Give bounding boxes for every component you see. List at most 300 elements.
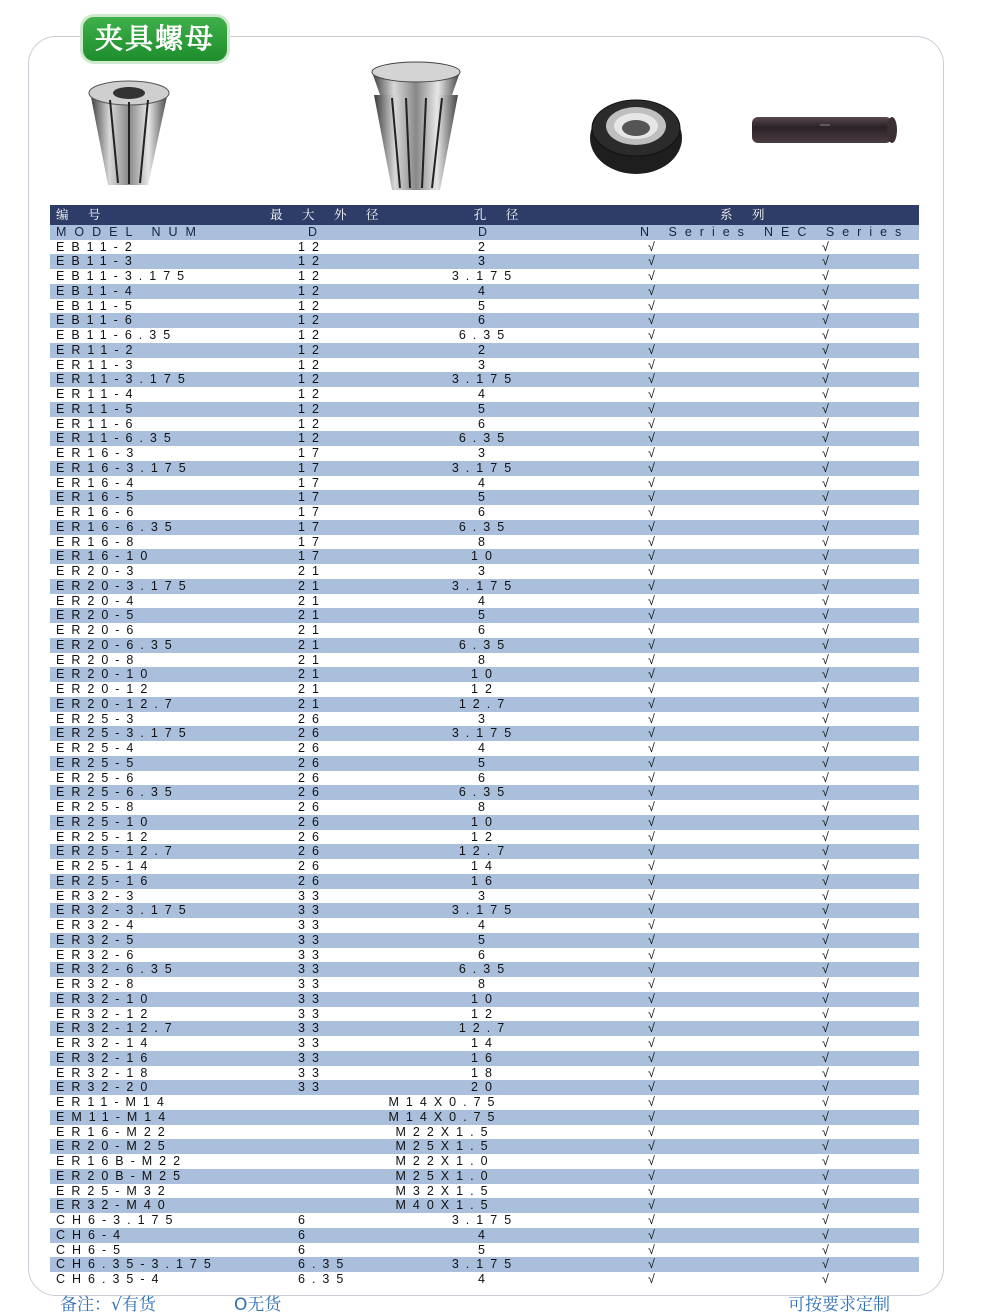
table-row: [50, 800, 919, 815]
cell-model: EB11-4: [56, 283, 139, 298]
cell-max-outer-diameter: 12: [298, 387, 326, 401]
subheader-nec-series: NEC Series: [764, 225, 910, 239]
cell-max-outer-diameter: 26: [298, 755, 326, 770]
cell-nec-series: √: [822, 1227, 836, 1242]
cell-max-outer-diameter: 6.35: [298, 1257, 351, 1272]
cell-bore: 6.35: [458, 637, 512, 652]
cell-model: ER16-6: [56, 505, 141, 519]
cell-bore: 3: [478, 711, 492, 726]
cell-model: ER32-12: [56, 1006, 155, 1021]
cell-bore: 16: [471, 1050, 499, 1065]
cell-model: ER32-M40: [56, 1198, 172, 1213]
cell-n-series: √: [648, 903, 662, 918]
cell-nec-series: √: [822, 947, 836, 962]
cell-bore: 5: [478, 608, 492, 623]
cell-max-outer-diameter: 21: [298, 608, 326, 623]
cell-nec-series: √: [822, 328, 836, 342]
cell-bore: 12: [471, 682, 499, 696]
cell-max-outer-diameter: 12: [298, 269, 326, 283]
table-row: [50, 962, 919, 977]
cell-nec-series: √: [822, 431, 836, 446]
cell-n-series: √: [648, 770, 662, 785]
cell-max-outer-diameter: 33: [298, 1080, 326, 1095]
cell-bore: 3: [478, 446, 492, 460]
cell-n-series: √: [648, 328, 662, 342]
cell-bore: 3.175: [451, 578, 519, 593]
cell-nec-series: √: [822, 1050, 836, 1065]
cell-model: ER25-3.175: [56, 726, 193, 741]
table-row: [50, 1154, 919, 1169]
header-series: 系 列: [720, 208, 773, 222]
cell-model: EB11-2: [56, 239, 139, 254]
table-row: [50, 1184, 919, 1199]
cell-max-outer-diameter: 21: [298, 696, 326, 711]
cell-nec-series: √: [822, 932, 836, 947]
cell-nec-series: √: [822, 829, 836, 844]
table-row: [50, 1051, 919, 1066]
cell-max-outer-diameter: 33: [298, 903, 326, 918]
cell-n-series: √: [648, 342, 662, 357]
cell-bore: 8: [478, 652, 492, 667]
cell-bore: 3: [478, 357, 492, 372]
cell-nec-series: √: [822, 652, 836, 667]
cell-model: ER32-16: [56, 1050, 155, 1065]
cell-model: ER20-3: [56, 564, 141, 578]
cell-bore: 20: [471, 1080, 499, 1095]
cell-n-series: √: [648, 460, 662, 475]
cell-model: ER32-6: [56, 947, 141, 962]
cell-model: CH6-4: [56, 1227, 128, 1242]
cell-model: ER25-4: [56, 741, 141, 755]
cell-bore: M25X1.5: [395, 1139, 495, 1154]
cell-n-series: √: [648, 918, 662, 932]
cell-nec-series: √: [822, 1036, 836, 1050]
cell-bore: 6: [478, 623, 492, 637]
table-row: [50, 490, 919, 505]
cell-model: ER20-3.175: [56, 578, 193, 593]
cell-bore: 10: [471, 549, 499, 564]
table-row: [50, 756, 919, 771]
table-row: [50, 1036, 919, 1051]
cell-max-outer-diameter: 12: [298, 239, 326, 254]
cell-max-outer-diameter: 6: [298, 1242, 312, 1257]
cell-n-series: √: [648, 1213, 662, 1227]
subheader-model: MODEL NUM: [56, 225, 204, 239]
table-row: [50, 1080, 919, 1095]
cell-n-series: √: [648, 1257, 662, 1272]
cell-max-outer-diameter: 33: [298, 1021, 326, 1036]
cell-max-outer-diameter: 12: [298, 328, 326, 342]
cell-bore: 3.175: [451, 1213, 519, 1227]
cell-nec-series: √: [822, 1272, 836, 1286]
cell-nec-series: √: [822, 623, 836, 637]
cell-max-outer-diameter: 33: [298, 888, 326, 903]
cell-model: CH6-5: [56, 1242, 128, 1257]
cell-n-series: √: [648, 608, 662, 623]
cell-max-outer-diameter: 33: [298, 1006, 326, 1021]
cell-max-outer-diameter: 26: [298, 726, 326, 741]
cell-nec-series: √: [822, 1080, 836, 1095]
table-row: [50, 726, 919, 741]
table-row: [50, 535, 919, 550]
cell-model: ER25-8: [56, 800, 141, 814]
cell-nec-series: √: [822, 741, 836, 755]
cell-n-series: √: [648, 1139, 662, 1154]
header-model: 编 号: [56, 208, 109, 222]
cell-model: ER32-4: [56, 918, 141, 932]
cell-n-series: √: [648, 534, 662, 549]
cell-bore: M22X1.5: [395, 1124, 495, 1139]
cell-nec-series: √: [822, 254, 836, 269]
cell-n-series: √: [648, 844, 662, 859]
cell-nec-series: √: [822, 1154, 836, 1168]
cell-model: ER25-M32: [56, 1183, 172, 1198]
cell-n-series: √: [648, 1006, 662, 1021]
cell-max-outer-diameter: 6.35: [298, 1272, 351, 1286]
cell-n-series: √: [648, 711, 662, 726]
cell-bore: 4: [478, 283, 492, 298]
cell-bore: 10: [471, 667, 499, 682]
cell-n-series: √: [648, 446, 662, 460]
cell-model: EB11-6: [56, 313, 139, 328]
cell-max-outer-diameter: 17: [298, 446, 326, 460]
table-row: [50, 284, 919, 299]
table-row: [50, 446, 919, 461]
cell-max-outer-diameter: 21: [298, 667, 326, 682]
cell-nec-series: √: [822, 726, 836, 741]
cell-bore: 6.35: [458, 785, 512, 800]
cell-n-series: √: [648, 578, 662, 593]
cell-bore: 5: [478, 401, 492, 416]
cell-nec-series: √: [822, 283, 836, 298]
cell-bore: 8: [478, 534, 492, 549]
cell-max-outer-diameter: 17: [298, 505, 326, 519]
cell-model: ER16-5: [56, 490, 141, 505]
cell-model: EB11-3.175: [56, 269, 192, 283]
cell-nec-series: √: [822, 269, 836, 283]
cell-n-series: √: [648, 1227, 662, 1242]
cell-n-series: √: [648, 637, 662, 652]
cell-model: ER20-8: [56, 652, 141, 667]
cell-max-outer-diameter: 33: [298, 1065, 326, 1080]
cell-n-series: √: [648, 785, 662, 800]
cell-max-outer-diameter: 21: [298, 682, 326, 696]
cell-max-outer-diameter: 12: [298, 283, 326, 298]
cell-bore: 3.175: [451, 903, 519, 918]
cell-n-series: √: [648, 416, 662, 431]
cell-n-series: √: [648, 1095, 662, 1109]
cell-model: ER20-12.7: [56, 696, 179, 711]
cell-model: ER11-3.175: [56, 372, 192, 387]
cell-model: ER20-5: [56, 608, 141, 623]
table-row: [50, 1228, 919, 1243]
cell-max-outer-diameter: 17: [298, 490, 326, 505]
table-row: [50, 1021, 919, 1036]
table-row: [50, 933, 919, 948]
table-row: [50, 844, 919, 859]
cell-n-series: √: [648, 239, 662, 254]
page-title: 夹具螺母: [80, 14, 230, 64]
cell-n-series: √: [648, 741, 662, 755]
cell-model: ER25-12.7: [56, 844, 179, 859]
cell-bore: M32X1.5: [395, 1183, 495, 1198]
cell-max-outer-diameter: 6: [298, 1213, 312, 1227]
cell-bore: 2: [478, 342, 492, 357]
cell-nec-series: √: [822, 711, 836, 726]
table-row: [50, 638, 919, 653]
cell-max-outer-diameter: 21: [298, 637, 326, 652]
table-row: [50, 299, 919, 314]
cell-n-series: √: [648, 888, 662, 903]
cell-nec-series: √: [822, 446, 836, 460]
cell-model: ER20-10: [56, 667, 155, 682]
cell-n-series: √: [648, 1036, 662, 1050]
cell-n-series: √: [648, 431, 662, 446]
clamping-nut-image: [590, 100, 682, 174]
cell-nec-series: √: [822, 1109, 836, 1124]
table-row: [50, 1139, 919, 1154]
cell-bore: 4: [478, 593, 492, 608]
cell-model: ER16-6.35: [56, 519, 179, 534]
cell-bore: 6: [478, 505, 492, 519]
table-row: [50, 1007, 919, 1022]
cell-n-series: √: [648, 593, 662, 608]
cell-nec-series: √: [822, 1139, 836, 1154]
cell-model: ER11-5: [56, 401, 140, 416]
table-row: [50, 977, 919, 992]
cell-bore: 14: [471, 1036, 499, 1050]
cell-bore: 12.7: [458, 1021, 512, 1036]
cell-nec-series: √: [822, 416, 836, 431]
cell-bore: M14X0.75: [388, 1109, 502, 1124]
table-row: [50, 697, 919, 712]
cell-nec-series: √: [822, 1021, 836, 1036]
cell-nec-series: √: [822, 460, 836, 475]
cell-n-series: √: [648, 623, 662, 637]
header-max-outer-diameter: 最 大 外 径: [270, 208, 387, 222]
cell-nec-series: √: [822, 873, 836, 888]
cell-max-outer-diameter: 21: [298, 652, 326, 667]
cell-model: ER25-6.35: [56, 785, 179, 800]
cell-nec-series: √: [822, 637, 836, 652]
cell-n-series: √: [648, 755, 662, 770]
table-row: [50, 343, 919, 358]
cell-nec-series: √: [822, 593, 836, 608]
cell-model: ER11-6.35: [56, 431, 178, 446]
cell-bore: 4: [478, 387, 492, 401]
cell-nec-series: √: [822, 755, 836, 770]
table-row: [50, 785, 919, 800]
cell-n-series: √: [648, 652, 662, 667]
cell-nec-series: √: [822, 859, 836, 873]
cell-nec-series: √: [822, 534, 836, 549]
cell-n-series: √: [648, 549, 662, 564]
cell-nec-series: √: [822, 298, 836, 313]
cell-model: CH6.35-3.175: [56, 1257, 218, 1272]
cell-n-series: √: [648, 682, 662, 696]
cell-n-series: √: [648, 1065, 662, 1080]
cell-nec-series: √: [822, 608, 836, 623]
cell-max-outer-diameter: 12: [298, 416, 326, 431]
cell-bore: 6.35: [458, 431, 512, 446]
cell-n-series: √: [648, 1168, 662, 1183]
cell-n-series: √: [648, 1272, 662, 1286]
table-body: [50, 240, 919, 1287]
cell-model: ER20-12: [56, 682, 155, 696]
cell-model: ER32-10: [56, 991, 155, 1006]
cell-nec-series: √: [822, 667, 836, 682]
table-row: [50, 1110, 919, 1125]
cell-max-outer-diameter: 26: [298, 814, 326, 829]
cell-nec-series: √: [822, 475, 836, 490]
cell-n-series: √: [648, 387, 662, 401]
table-row: [50, 682, 919, 697]
table-row: [50, 520, 919, 535]
cell-nec-series: √: [822, 696, 836, 711]
cell-max-outer-diameter: 12: [298, 298, 326, 313]
cell-model: ER32-20: [56, 1080, 155, 1095]
cell-bore: M25X1.0: [395, 1168, 495, 1183]
table-row: [50, 1243, 919, 1258]
table-row: [50, 372, 919, 387]
table-row: [50, 1272, 919, 1287]
product-images: [0, 0, 1000, 200]
cell-model: ER16-M22: [56, 1124, 172, 1139]
cell-max-outer-diameter: 12: [298, 342, 326, 357]
cell-nec-series: √: [822, 1257, 836, 1272]
cell-bore: 5: [478, 298, 492, 313]
collet-large-image: [372, 62, 460, 190]
cell-n-series: √: [648, 1050, 662, 1065]
cell-nec-series: √: [822, 342, 836, 357]
cell-model: ER20-6: [56, 623, 141, 637]
cell-n-series: √: [648, 298, 662, 313]
table-row: [50, 874, 919, 889]
cell-bore: 3: [478, 254, 492, 269]
footer-in-stock: √有货: [111, 1295, 156, 1315]
cell-n-series: √: [648, 313, 662, 328]
cell-bore: 10: [471, 814, 499, 829]
table-row: [50, 254, 919, 269]
table-row: [50, 903, 919, 918]
cell-max-outer-diameter: 26: [298, 741, 326, 755]
cell-nec-series: √: [822, 387, 836, 401]
cell-n-series: √: [648, 829, 662, 844]
cell-bore: 4: [478, 1227, 492, 1242]
cell-nec-series: √: [822, 564, 836, 578]
cell-model: EB11-3: [56, 254, 139, 269]
table-row: [50, 830, 919, 845]
cell-nec-series: √: [822, 991, 836, 1006]
cell-bore: 14: [471, 859, 499, 873]
cell-n-series: √: [648, 800, 662, 814]
cell-n-series: √: [648, 1242, 662, 1257]
cell-max-outer-diameter: 26: [298, 785, 326, 800]
cell-model: ER20-M25: [56, 1139, 172, 1154]
cell-nec-series: √: [822, 1183, 836, 1198]
cell-n-series: √: [648, 401, 662, 416]
cell-model: ER11-M14: [56, 1095, 171, 1109]
table-row: [50, 431, 919, 446]
cell-n-series: √: [648, 814, 662, 829]
cell-n-series: √: [648, 932, 662, 947]
cell-bore: 4: [478, 475, 492, 490]
cell-bore: 6: [478, 416, 492, 431]
cell-max-outer-diameter: 21: [298, 623, 326, 637]
cell-bore: 8: [478, 977, 492, 991]
cell-n-series: √: [648, 962, 662, 977]
table-row: [50, 741, 919, 756]
cell-max-outer-diameter: 33: [298, 991, 326, 1006]
cell-bore: 6.35: [458, 519, 512, 534]
cell-model: ER16-8: [56, 534, 141, 549]
cell-n-series: √: [648, 357, 662, 372]
subheader-d1: D: [308, 225, 326, 239]
subheader-d2: D: [478, 225, 496, 239]
cell-max-outer-diameter: 26: [298, 829, 326, 844]
cell-model: ER11-6: [56, 416, 140, 431]
table-row: [50, 653, 919, 668]
cell-model: CH6-3.175: [56, 1213, 180, 1227]
table-header: [50, 205, 919, 225]
cell-max-outer-diameter: 12: [298, 313, 326, 328]
cell-bore: 3.175: [451, 460, 519, 475]
cell-bore: 12.7: [458, 696, 512, 711]
cell-bore: 5: [478, 755, 492, 770]
cell-max-outer-diameter: 21: [298, 564, 326, 578]
table-row: [50, 1198, 919, 1213]
cell-model: EB11-6.35: [56, 328, 178, 342]
cell-bore: 5: [478, 490, 492, 505]
table-row: [50, 608, 919, 623]
cell-model: ER32-5: [56, 932, 141, 947]
cell-model: ER16B-M22: [56, 1154, 188, 1168]
cell-n-series: √: [648, 372, 662, 387]
table-row: [50, 549, 919, 564]
table-row: [50, 948, 919, 963]
cell-nec-series: √: [822, 239, 836, 254]
cell-max-outer-diameter: 26: [298, 711, 326, 726]
cell-max-outer-diameter: 33: [298, 947, 326, 962]
cell-n-series: √: [648, 505, 662, 519]
footer-custom: 可按要求定制: [788, 1295, 890, 1315]
cell-nec-series: √: [822, 1168, 836, 1183]
cell-bore: 12: [471, 829, 499, 844]
cell-bore: 8: [478, 800, 492, 814]
footer-note-label: 备注：: [60, 1295, 111, 1315]
cell-nec-series: √: [822, 313, 836, 328]
cell-n-series: √: [648, 859, 662, 873]
cell-n-series: √: [648, 947, 662, 962]
cell-n-series: √: [648, 696, 662, 711]
cell-nec-series: √: [822, 977, 836, 991]
rod-image: [752, 117, 897, 143]
cell-nec-series: √: [822, 1124, 836, 1139]
cell-bore: 12: [471, 1006, 499, 1021]
cell-nec-series: √: [822, 1198, 836, 1213]
cell-model: ER32-6.35: [56, 962, 179, 977]
cell-max-outer-diameter: 33: [298, 962, 326, 977]
cell-model: ER20-4: [56, 593, 141, 608]
table-row: [50, 667, 919, 682]
table-row: [50, 240, 919, 255]
cell-model: EM11-M14: [56, 1109, 173, 1124]
cell-bore: 3.175: [451, 1257, 519, 1272]
cell-model: ER32-12.7: [56, 1021, 179, 1036]
cell-bore: 3.175: [451, 372, 519, 387]
cell-n-series: √: [648, 254, 662, 269]
cell-nec-series: √: [822, 1242, 836, 1257]
